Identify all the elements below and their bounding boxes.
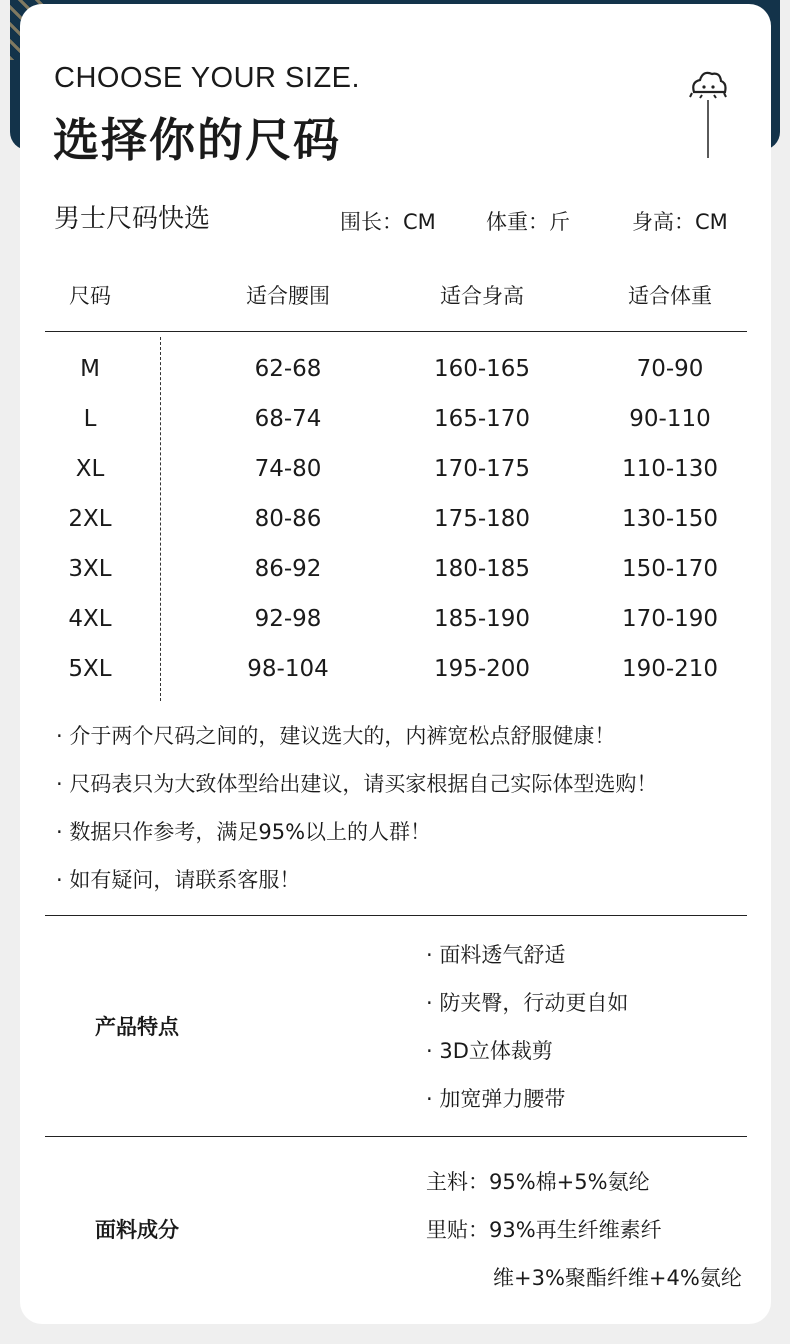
crab-logo-icon: [688, 62, 728, 162]
composition-label: 面料成分: [95, 1218, 179, 1242]
table-header-divider: [45, 331, 747, 332]
unit-girth: 围长：CM: [340, 210, 436, 234]
cell-waist: 74-80: [254, 456, 322, 482]
cell-weight: 110-130: [621, 456, 719, 482]
cell-height: 175-180: [433, 506, 531, 532]
feature-item: · 3D立体裁剪: [426, 1039, 553, 1063]
header-waist: 适合腰围: [246, 284, 330, 308]
cell-height: 195-200: [433, 656, 531, 682]
cell-height: 160-165: [433, 356, 531, 382]
cell-height: 180-185: [433, 556, 531, 582]
cell-size: M: [80, 356, 100, 382]
lining-fabric-cont: 维+3%聚酯纤维+4%氨纶: [493, 1266, 742, 1290]
cell-waist: 68-74: [254, 406, 322, 432]
table-row: [20, 406, 771, 446]
note-3: · 数据只作参考，满足95%以上的人群！: [56, 820, 432, 844]
cell-size: 2XL: [68, 506, 112, 532]
features-label: 产品特点: [95, 1015, 179, 1039]
cell-waist: 86-92: [254, 556, 322, 582]
cell-size: 3XL: [68, 556, 112, 582]
feature-item: · 防夹臀，行动更自如: [426, 991, 629, 1015]
table-row: [20, 556, 771, 596]
cell-waist: 80-86: [254, 506, 322, 532]
quick-select-title: 男士尺码快选: [54, 204, 211, 234]
lining-fabric: 里贴：93%再生纤维素纤: [426, 1218, 662, 1242]
composition-divider: [45, 1136, 747, 1137]
cell-waist: 92-98: [254, 606, 322, 632]
english-title: CHOOSE YOUR SIZE.: [54, 62, 361, 94]
unit-height: 身高：CM: [632, 210, 728, 234]
table-row: [20, 506, 771, 546]
feature-item: · 加宽弹力腰带: [426, 1087, 566, 1111]
cell-size: 5XL: [68, 656, 112, 682]
table-row: [20, 656, 771, 696]
cell-waist: 98-104: [247, 656, 329, 682]
cell-weight: 190-210: [621, 656, 719, 682]
note-2: · 尺码表只为大致体型给出建议，请买家根据自己实际体型选购！: [56, 772, 658, 796]
table-row: [20, 456, 771, 496]
unit-weight: 体重：斤: [486, 210, 570, 234]
size-card: [20, 4, 771, 1324]
header-size: 尺码: [69, 284, 111, 308]
chinese-title: 选择你的尺码: [53, 113, 341, 167]
note-4: · 如有疑问，请联系客服！: [56, 868, 301, 892]
cell-weight: 130-150: [621, 506, 719, 532]
table-row: [20, 356, 771, 396]
header-weight: 适合体重: [628, 284, 712, 308]
cell-weight: 150-170: [621, 556, 719, 582]
cell-weight: 170-190: [621, 606, 719, 632]
feature-item: · 面料透气舒适: [426, 943, 566, 967]
cell-weight: 70-90: [636, 356, 704, 382]
cell-size: XL: [75, 456, 105, 482]
header-height: 适合身高: [440, 284, 524, 308]
note-1: · 介于两个尺码之间的，建议选大的，内裤宽松点舒服健康！: [56, 724, 616, 748]
cell-waist: 62-68: [254, 356, 322, 382]
cell-size: 4XL: [68, 606, 112, 632]
main-fabric: 主料：95%棉+5%氨纶: [426, 1170, 650, 1194]
features-divider: [45, 915, 747, 916]
cell-height: 170-175: [433, 456, 531, 482]
cell-height: 185-190: [433, 606, 531, 632]
cell-height: 165-170: [433, 406, 531, 432]
table-row: [20, 606, 771, 646]
cell-weight: 90-110: [629, 406, 711, 432]
cell-size: L: [83, 406, 97, 432]
